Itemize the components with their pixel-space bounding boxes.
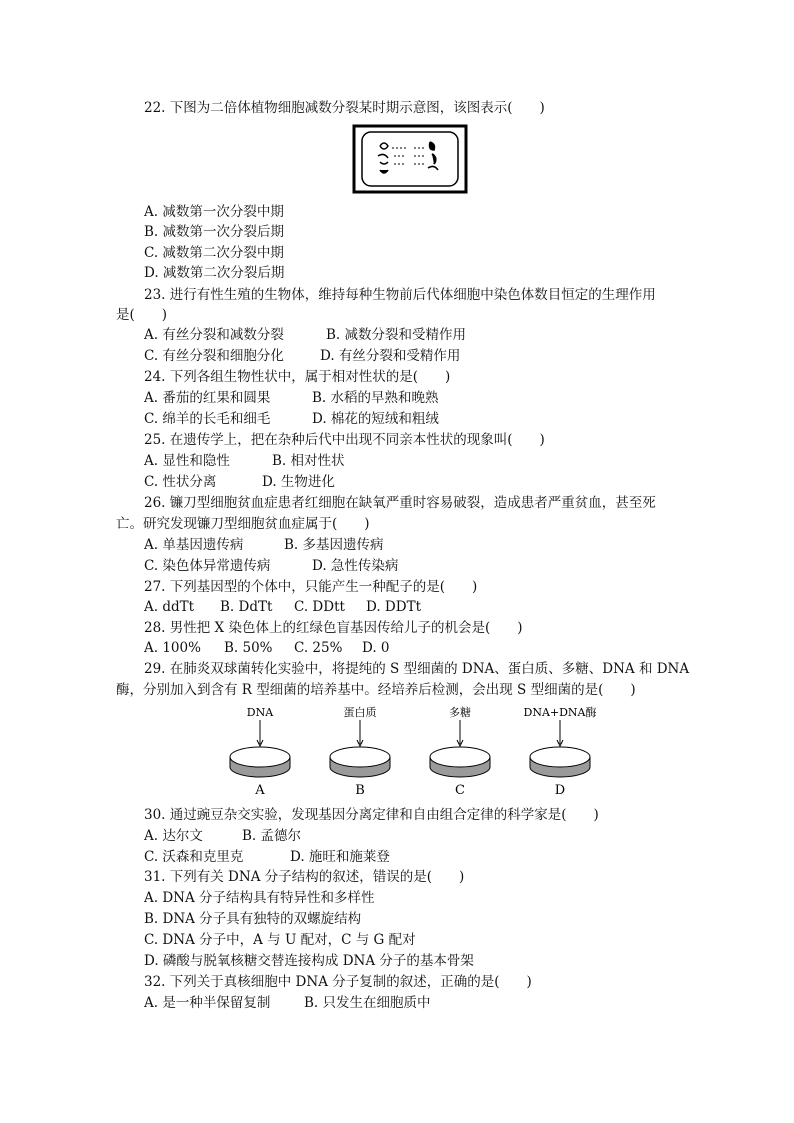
q26-stem-line1: 26. 镰刀型细胞贫血症患者红细胞在缺氧严重时容易破裂，造成患者严重贫血，甚至死 [144, 495, 656, 511]
q23-option-d: D. 有丝分裂和受精作用 [320, 348, 461, 364]
q24-option-b: B. 水稻的早熟和晚熟 [312, 390, 439, 406]
culture-dish-b [330, 705, 390, 798]
q31-option-a: A. DNA 分子结构具有特异性和多样性 [144, 890, 375, 906]
q24-option-c: C. 绵羊的长毛和细毛 [144, 411, 271, 427]
meiosis-cell-diagram [350, 124, 472, 196]
q25-option-c: C. 性状分离 [144, 474, 217, 490]
q24-option-a: A. 番茄的红果和圆果 [144, 390, 271, 406]
q26-option-d: D. 急性传染病 [312, 558, 399, 574]
dish-additive-label: DNA+DNA酶 [523, 706, 597, 719]
q26-option-a: A. 单基因遗传病 [144, 537, 244, 553]
q31-stem: 31. 下列有关 DNA 分子结构的叙述，错误的是( ) [144, 869, 465, 885]
culture-dish-a [230, 706, 290, 798]
q26-option-c: C. 染色体异常遗传病 [144, 558, 271, 574]
q27-option-d: D. DDTt [366, 599, 422, 615]
q28-option-b: B. 50% [224, 640, 273, 656]
q25-option-d: D. 生物进化 [262, 474, 335, 490]
q32-option-a: A. 是一种半保留复制 [144, 995, 271, 1011]
dish-rim [430, 747, 490, 767]
q31-option-b: B. DNA 分子具有独特的双螺旋结构 [144, 911, 362, 927]
q27-stem: 27. 下列基因型的个体中，只能产生一种配子的是( ) [144, 579, 478, 595]
dish-additive-label: 多糖 [449, 706, 471, 719]
q25-option-a: A. 显性和隐性 [144, 453, 230, 469]
q23-option-a: A. 有丝分裂和减数分裂 [144, 327, 284, 343]
q28-option-c: C. 25% [294, 640, 343, 656]
q30-stem: 30. 通过豌豆杂交实验，发现基因分离定律和自由组合定律的科学家是( ) [144, 807, 599, 823]
q25-option-b: B. 相对性状 [272, 453, 345, 469]
q30-option-d: D. 施旺和施莱登 [290, 849, 390, 865]
dish-letter-label: B [355, 783, 365, 798]
q22-option-b: B. 减数第一次分裂后期 [144, 224, 285, 240]
dish-additive-label: 蛋白质 [343, 706, 377, 719]
dish-additive-label: DNA [246, 706, 274, 719]
q31-option-d: D. 磷酸与脱氧核糖交替连接构成 DNA 分子的基本骨架 [144, 953, 474, 969]
q29-stem-line2: 酶，分别加入到含有 R 型细菌的培养基中。经培养后检测，会出现 S 型细菌的是( ) [116, 682, 636, 698]
q31-option-c: C. DNA 分子中，A 与 U 配对，C 与 G 配对 [144, 932, 416, 948]
q24-option-d: D. 棉花的短绒和粗绒 [312, 411, 439, 427]
q22-option-d: D. 减数第二次分裂后期 [144, 265, 285, 281]
q28-option-a: A. 100% [144, 640, 201, 656]
q28-stem: 28. 男性把 X 染色体上的红绿色盲基因传给儿子的机会是( ) [144, 620, 523, 636]
q23-stem-line1: 23. 进行有性生殖的生物体，维持每种生物前后代体细胞中染色体数目恒定的生理作用 [144, 287, 656, 303]
q22-option-a: A. 减数第一次分裂中期 [144, 204, 284, 220]
dish-letter-label: C [455, 783, 465, 798]
q28-option-d: D. 0 [362, 640, 390, 656]
q27-option-b: B. DdTt [220, 599, 273, 615]
dish-rim [330, 747, 390, 767]
q26-option-b: B. 多基因遗传病 [284, 537, 384, 553]
q23-option-c: C. 有丝分裂和细胞分化 [144, 348, 284, 364]
dish-letter-label: A [255, 783, 265, 798]
dish-rim [530, 747, 590, 767]
q29-stem-line1: 29. 在肺炎双球菌转化实验中，将提纯的 S 型细菌的 DNA、蛋白质、多糖、DNA 和 DNA [144, 661, 690, 677]
q30-option-a: A. 达尔文 [144, 828, 203, 844]
culture-dish-diagram [222, 702, 602, 800]
q23-stem-line2: 是( ) [116, 307, 168, 323]
culture-dish-c [430, 705, 490, 798]
dish-letter-label: D [554, 783, 566, 798]
culture-dish-d [524, 705, 597, 798]
q25-stem: 25. 在遗传学上，把在杂种后代中出现不同亲本性状的现象叫( ) [144, 432, 545, 448]
q30-option-b: B. 孟德尔 [242, 828, 302, 844]
q22-stem: 22. 下图为二倍体植物细胞减数分裂某时期示意图，该图表示( ) [144, 100, 545, 116]
q30-option-c: C. 沃森和克里克 [144, 849, 244, 865]
q32-option-b: B. 只发生在细胞质中 [304, 995, 431, 1011]
q22-option-c: C. 减数第二次分裂中期 [144, 245, 284, 261]
q27-option-c: C. DDtt [294, 599, 345, 615]
q24-stem: 24. 下列各组生物性状中，属于相对性状的是( ) [144, 369, 451, 385]
q32-stem: 32. 下列关于真核细胞中 DNA 分子复制的叙述，正确的是( ) [144, 974, 532, 990]
q27-option-a: A. ddTt [144, 599, 195, 615]
q23-option-b: B. 减数分裂和受精作用 [326, 327, 467, 343]
dish-rim [230, 747, 290, 767]
q26-stem-line2: 亡。研究发现镰刀型细胞贫血症属于( ) [116, 516, 370, 532]
